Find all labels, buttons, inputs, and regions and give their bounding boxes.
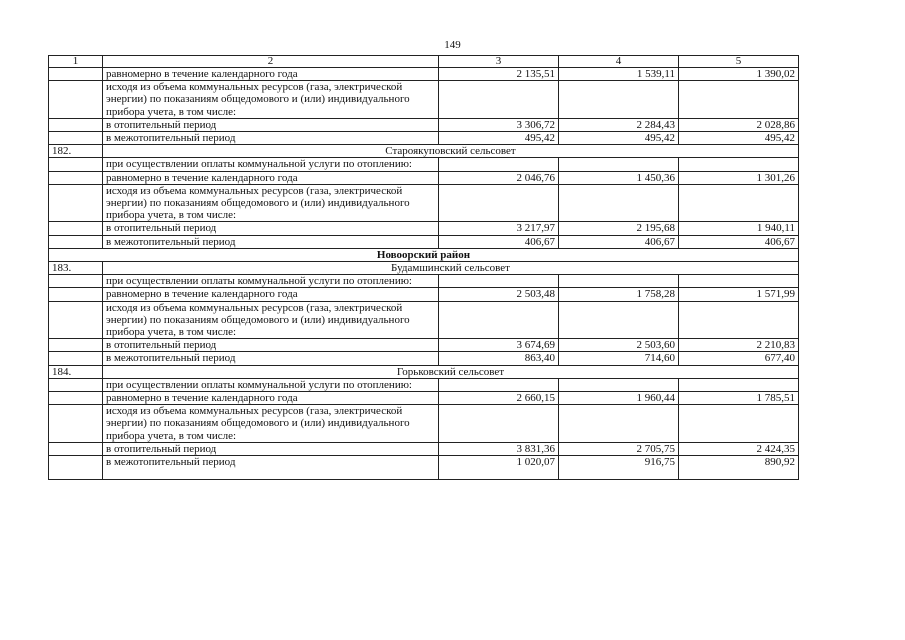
table-row: [49, 288, 799, 301]
table-row: [49, 442, 799, 455]
value-col-5: 677,40: [679, 352, 799, 365]
row-index-cell: [49, 392, 103, 405]
value-col-4: 2 284,43: [559, 118, 679, 131]
value-col-5: 1 785,51: [679, 392, 799, 405]
row-index-cell: [49, 222, 103, 235]
value-col-3: 2 660,15: [439, 392, 559, 405]
table-row: [49, 456, 799, 480]
value-col-5: [679, 184, 799, 222]
value-col-4: 916,75: [559, 456, 679, 480]
row-description: при осуществлении оплаты коммунальной услуги по отоплению:: [103, 378, 439, 391]
value-col-3: 406,67: [439, 235, 559, 248]
value-col-4: [559, 378, 679, 391]
value-col-5: 890,92: [679, 456, 799, 480]
table-row: [49, 118, 799, 131]
value-col-3: [439, 81, 559, 119]
value-col-5: 2 210,83: [679, 339, 799, 352]
value-col-3: 3 831,36: [439, 442, 559, 455]
row-index-cell: [49, 352, 103, 365]
value-col-3: 863,40: [439, 352, 559, 365]
section-name: Будамшинский сельсовет: [103, 262, 799, 275]
region-title: Новоорский район: [49, 248, 799, 261]
value-col-3: 2 503,48: [439, 288, 559, 301]
row-index-cell: [49, 132, 103, 145]
column-header-3: 3: [439, 56, 559, 68]
value-col-4: 2 503,60: [559, 339, 679, 352]
value-col-3: 3 217,97: [439, 222, 559, 235]
row-index-cell: [49, 118, 103, 131]
value-col-5: 2 028,86: [679, 118, 799, 131]
table-row: [49, 158, 799, 171]
table-header-row: [49, 56, 799, 68]
table-row: [49, 339, 799, 352]
section-name: Староякуповский сельсовет: [103, 145, 799, 158]
table-row: [49, 352, 799, 365]
row-description: исходя из объема коммунальных ресурсов (газа, электрической энергии) по показаниям общедомового и (или) индивидуального прибора учета, в том числе:: [103, 405, 439, 443]
row-index-cell: [49, 235, 103, 248]
value-col-3: 3 674,69: [439, 339, 559, 352]
table-row: [49, 405, 799, 443]
row-description: в межотопительный период: [103, 352, 439, 365]
row-description: в межотопительный период: [103, 132, 439, 145]
value-col-3: [439, 378, 559, 391]
table-row: [49, 275, 799, 288]
row-description: в межотопительный период: [103, 456, 439, 480]
value-col-4: 406,67: [559, 235, 679, 248]
row-description: равномерно в течение календарного года: [103, 171, 439, 184]
row-description: исходя из объема коммунальных ресурсов (газа, электрической энергии) по показаниям общедомового и (или) индивидуального прибора учета, в том числе:: [103, 301, 439, 339]
value-col-5: 1 571,99: [679, 288, 799, 301]
value-col-5: 2 424,35: [679, 442, 799, 455]
row-description: исходя из объема коммунальных ресурсов (газа, электрической энергии) по показаниям общедомового и (или) индивидуального прибора учета, в том числе:: [103, 184, 439, 222]
value-col-4: 1 960,44: [559, 392, 679, 405]
row-description: равномерно в течение календарного года: [103, 288, 439, 301]
value-col-4: [559, 275, 679, 288]
value-col-3: 2 046,76: [439, 171, 559, 184]
value-col-4: [559, 405, 679, 443]
value-col-4: 1 758,28: [559, 288, 679, 301]
column-header-5: 5: [679, 56, 799, 68]
value-col-3: 1 020,07: [439, 456, 559, 480]
page-number: 149: [444, 39, 461, 51]
row-index-cell: [49, 339, 103, 352]
section-row: [49, 262, 799, 275]
value-col-5: 1 940,11: [679, 222, 799, 235]
row-index-cell: [49, 378, 103, 391]
row-description: равномерно в течение календарного года: [103, 392, 439, 405]
row-description: исходя из объема коммунальных ресурсов (газа, электрической энергии) по показаниям общедомового и (или) индивидуального прибора учета, в том числе:: [103, 81, 439, 119]
table-body: [49, 56, 799, 480]
value-col-5: [679, 275, 799, 288]
table-row: [49, 235, 799, 248]
table-row: [49, 222, 799, 235]
row-description: при осуществлении оплаты коммунальной услуги по отоплению:: [103, 158, 439, 171]
row-index-cell: [49, 405, 103, 443]
table-row: [49, 392, 799, 405]
value-col-3: 3 306,72: [439, 118, 559, 131]
value-col-5: [679, 405, 799, 443]
value-col-3: [439, 405, 559, 443]
tariff-table: [48, 55, 799, 480]
value-col-5: [679, 378, 799, 391]
value-col-5: 495,42: [679, 132, 799, 145]
table-row: [49, 132, 799, 145]
value-col-4: 495,42: [559, 132, 679, 145]
value-col-4: 714,60: [559, 352, 679, 365]
row-description: в отопительный период: [103, 442, 439, 455]
section-index: 184.: [49, 365, 103, 378]
section-index: 183.: [49, 262, 103, 275]
value-col-3: [439, 301, 559, 339]
column-header-4: 4: [559, 56, 679, 68]
column-header-2: 2: [103, 56, 439, 68]
value-col-5: [679, 81, 799, 119]
value-col-4: [559, 158, 679, 171]
table-row: [49, 378, 799, 391]
value-col-3: 2 135,51: [439, 68, 559, 81]
value-col-3: 495,42: [439, 132, 559, 145]
row-index-cell: [49, 442, 103, 455]
section-index: 182.: [49, 145, 103, 158]
row-index-cell: [49, 171, 103, 184]
value-col-3: [439, 275, 559, 288]
row-description: равномерно в течение календарного года: [103, 68, 439, 81]
section-name: Горьковский сельсовет: [103, 365, 799, 378]
value-col-4: [559, 81, 679, 119]
value-col-3: [439, 158, 559, 171]
region-row: [49, 248, 799, 261]
table-row: [49, 68, 799, 81]
row-index-cell: [49, 81, 103, 119]
row-index-cell: [49, 275, 103, 288]
row-description: в отопительный период: [103, 339, 439, 352]
row-index-cell: [49, 184, 103, 222]
value-col-4: 2 705,75: [559, 442, 679, 455]
row-description: в отопительный период: [103, 222, 439, 235]
value-col-5: [679, 158, 799, 171]
table-row: [49, 301, 799, 339]
row-index-cell: [49, 301, 103, 339]
value-col-5: 406,67: [679, 235, 799, 248]
value-col-5: [679, 301, 799, 339]
table-row: [49, 81, 799, 119]
value-col-4: 2 195,68: [559, 222, 679, 235]
row-index-cell: [49, 68, 103, 81]
value-col-3: [439, 184, 559, 222]
section-row: [49, 145, 799, 158]
row-description: в межотопительный период: [103, 235, 439, 248]
value-col-4: [559, 184, 679, 222]
column-header-1: 1: [49, 56, 103, 68]
row-description: в отопительный период: [103, 118, 439, 131]
value-col-5: 1 301,26: [679, 171, 799, 184]
section-row: [49, 365, 799, 378]
table-row: [49, 171, 799, 184]
row-index-cell: [49, 158, 103, 171]
row-index-cell: [49, 288, 103, 301]
value-col-4: 1 539,11: [559, 68, 679, 81]
value-col-4: 1 450,36: [559, 171, 679, 184]
value-col-5: 1 390,02: [679, 68, 799, 81]
row-index-cell: [49, 456, 103, 480]
row-description: при осуществлении оплаты коммунальной услуги по отоплению:: [103, 275, 439, 288]
value-col-4: [559, 301, 679, 339]
table-row: [49, 184, 799, 222]
